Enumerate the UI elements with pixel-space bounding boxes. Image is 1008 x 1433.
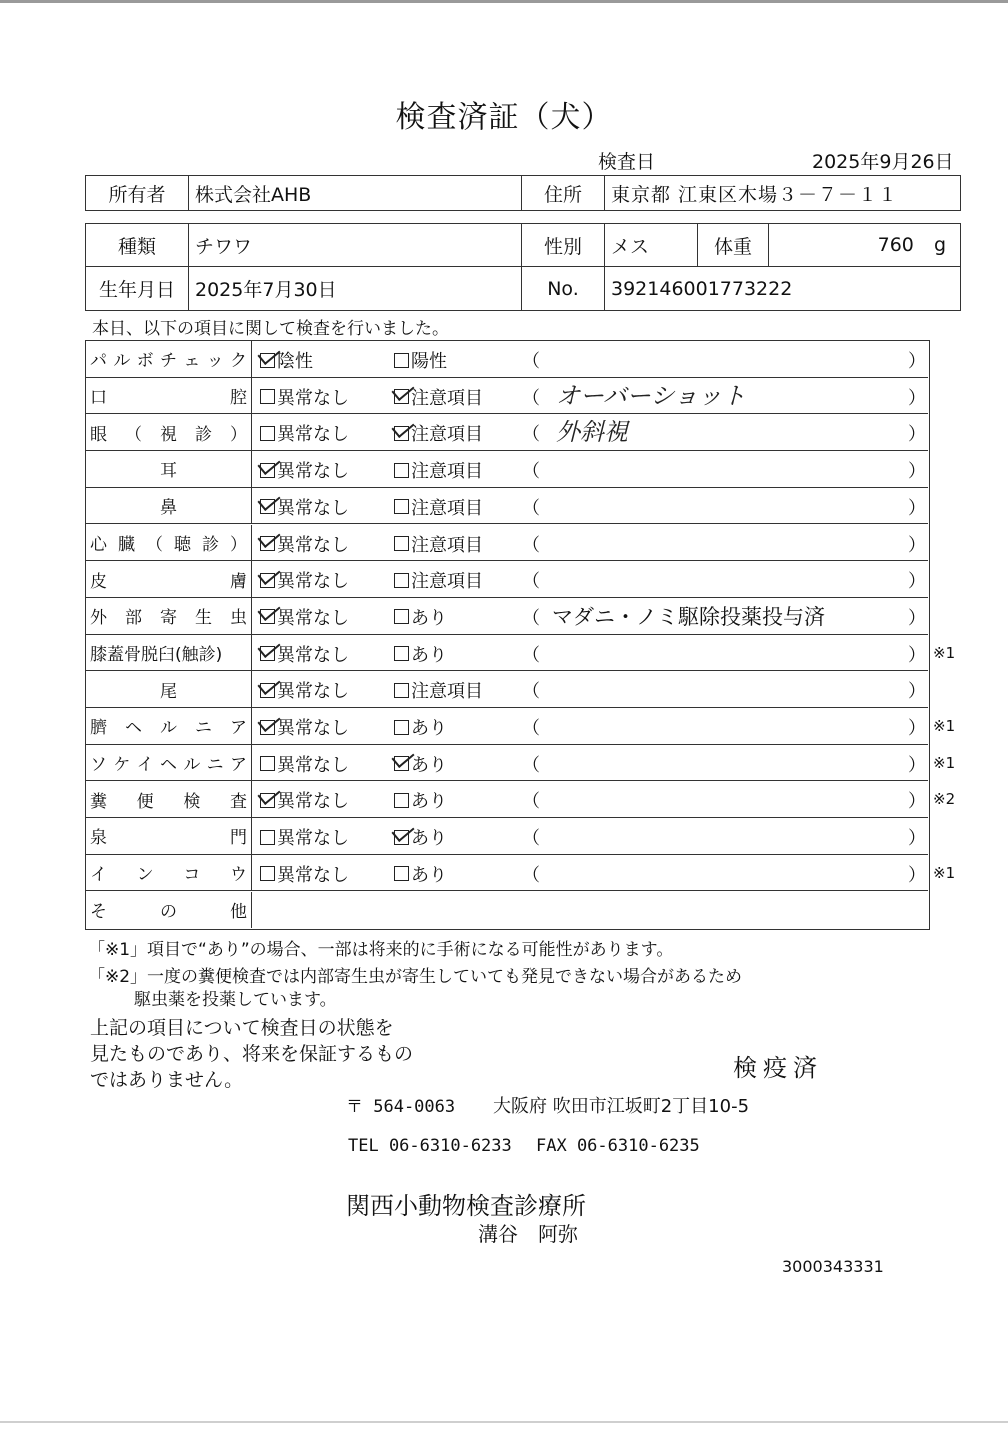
row-item-name-char: 尾 [160,681,177,702]
option-label: 異常なし [277,754,349,776]
row-item-name-char: 検 [183,791,201,812]
checked-box-icon[interactable] [260,646,275,661]
option-label: 異常なし [277,644,349,666]
row-item-name [86,598,252,634]
option-label: 異常なし [277,828,349,850]
checkbox-icon[interactable] [394,720,409,735]
row-item-name-char: ヘ [159,755,177,776]
row-item-name-char: 皮 [90,571,107,592]
checkbox-icon[interactable] [394,609,409,624]
option-1-checkbox[interactable] [260,641,349,667]
checkbox-icon[interactable] [260,389,275,404]
row-item-name-char: の [160,902,177,922]
row-item-name-char: ア [229,755,247,776]
checkbox-icon[interactable] [394,573,409,588]
row-item-name-char: 部 [125,608,142,629]
weight-label: 体重 [697,224,769,266]
remark-paren-open: （ [522,351,540,372]
option-label: 異常なし [277,681,349,703]
option-1-checkbox[interactable] [260,384,349,410]
checkbox-icon[interactable] [260,830,275,845]
row-item-name [86,378,252,414]
animal-table [85,223,961,311]
remark-paren-open: （ [522,424,540,446]
row-item-name [86,892,252,928]
birth-label: 生年月日 [86,267,189,311]
clinic-name: 関西小動物検査診療所 [346,1192,586,1220]
row-note: ※1 [933,753,956,772]
row-item-name-char: ） [230,424,247,445]
option-2-checkbox[interactable] [394,751,447,777]
row-item-name-char: ル [113,351,131,372]
row-item-name-char: 聴 [174,534,191,555]
remark-paren-close: ） [908,791,926,813]
remark-paren-open: （ [522,828,540,850]
remark-text: オーバーショット [556,381,746,410]
remark-paren-open: （ [522,387,540,409]
option-label: 注意項目 [411,534,483,556]
intro-text: 本日、以下の項目に関して検査を行いました。 [92,319,449,339]
row-item-name-char: パ [90,351,107,372]
document-title: 検査済証（犬） [395,100,613,135]
clinic-fax: FAX 06-6310-6235 [536,1136,700,1156]
top-border [0,0,1008,3]
row-item-name-char: （ [125,424,142,445]
checked-box-icon[interactable] [394,426,409,441]
checked-box-icon[interactable] [394,389,409,404]
row-item-name-char: 耳 [160,461,177,482]
remark-paren-close: ） [908,461,926,483]
address-label: 住所 [522,176,605,211]
row-item-name [86,855,252,891]
clinic-tel: TEL 06-6310-6233 [348,1136,512,1156]
row-item-name-char: ル [183,755,201,776]
checkbox-icon[interactable] [394,463,409,478]
option-label: 異常なし [277,387,349,409]
option-label: 異常なし [277,864,349,886]
option-1-checkbox[interactable] [260,604,349,630]
option-1-checkbox[interactable] [260,677,349,703]
checked-box-icon[interactable] [394,756,409,771]
owner-label: 所有者 [86,176,189,211]
row-item-name-char: 寄 [160,608,177,629]
row-item-name-char: 心 [90,534,107,555]
remark-paren-open: （ [522,681,540,703]
row-item-name [86,745,252,781]
row-item-name [86,525,252,561]
table-row [86,892,928,928]
remark-paren-open: （ [522,864,540,886]
table-row [86,488,928,525]
option-2-checkbox[interactable] [394,457,483,483]
row-note: ※2 [933,790,956,809]
option-label: 異常なし [277,461,349,483]
checkbox-icon[interactable] [394,646,409,661]
remark-paren-open: （ [522,718,540,739]
row-item-name [86,781,252,817]
option-label: あり [411,864,447,886]
row-item-name-char: 視 [160,424,177,445]
option-2-checkbox[interactable] [394,384,483,410]
sex-label: 性別 [522,224,605,267]
number-value: 392146001773222 [605,267,961,311]
row-item-name [86,561,252,597]
option-2-checkbox[interactable] [394,604,447,630]
option-1-checkbox[interactable] [260,567,349,593]
checkbox-icon[interactable] [394,536,409,551]
option-label: 異常なし [277,424,349,446]
remark-paren-open: （ [522,607,540,629]
sex-value: メス [611,235,650,258]
remark-text: マダニ・ノミ駆除投薬投与済 [552,604,825,629]
remark-paren-close: ） [908,534,926,556]
option-2-checkbox[interactable] [394,347,447,373]
option-1-checkbox[interactable] [260,824,349,850]
row-item-name-char: 膚 [230,571,247,592]
checkbox-icon[interactable] [260,756,275,771]
row-item-name [86,635,252,671]
checked-box-icon[interactable] [260,573,275,588]
remark-paren-close: ） [908,387,926,409]
row-item-name-char: ア [230,718,247,739]
checked-box-icon[interactable] [260,463,275,478]
weight-cell [769,234,960,256]
checked-box-icon[interactable] [260,499,275,514]
row-item-name-char: チ [159,351,177,372]
row-item-name-char: 外 [90,608,107,629]
row-item-name-char: ク [229,351,247,372]
row-item-name-char: 膝蓋骨脱臼(触診) [90,644,223,665]
option-1-checkbox[interactable] [260,457,349,483]
remark-paren-close: ） [908,828,926,850]
exam-date-label: 検査日 [598,151,656,173]
row-item-name-char: 眼 [90,424,107,445]
table-row [86,598,928,635]
option-1-checkbox[interactable] [260,347,313,373]
footnote-2: 「※2」一度の糞便検査では内部寄生虫が寄生していても発見できない場合があるため [88,967,743,987]
table-row [86,451,928,488]
clinic-address: 大阪府 吹田市江坂町2丁目10-5 [493,1096,750,1117]
row-item-name-char: ウ [229,865,247,886]
option-label: あり [411,644,447,666]
exam-date: 2025年9月26日 [812,151,954,173]
remark-paren-close: ） [908,351,926,372]
postal-code: 〒 564-0063 [346,1097,456,1117]
option-2-checkbox[interactable] [394,494,483,520]
checkbox-icon[interactable] [394,499,409,514]
row-item-name-char: 生 [195,608,212,629]
weight-value: 760 [877,234,914,256]
option-label: 注意項目 [411,424,483,446]
row-item-name-char: 虫 [230,608,247,629]
table-row [86,635,928,672]
option-2-checkbox[interactable] [394,861,447,887]
checkbox-icon[interactable] [260,426,275,441]
row-item-name-char: 口 [90,388,107,409]
table-row [86,708,928,745]
disclaimer-line: 上記の項目について検査日の状態を [90,1017,394,1039]
row-item-name-char: 便 [136,791,154,812]
option-2-checkbox[interactable] [394,824,447,850]
remark-paren-open: （ [522,754,540,776]
remark-paren-close: ） [908,497,926,519]
table-row [86,525,928,562]
option-1-checkbox[interactable] [260,420,349,446]
row-item-name [86,341,252,377]
row-item-name-char: ヘ [125,718,142,739]
option-2-checkbox[interactable] [394,567,483,593]
option-1-checkbox[interactable] [260,494,349,520]
row-item-name-char: そ [90,902,107,922]
bottom-border [0,1421,1008,1423]
row-item-name-char: コ [183,865,201,886]
inspection-checklist [85,340,930,930]
row-item-name-char: 査 [229,791,247,812]
table-row [86,341,928,378]
option-label: 注意項目 [411,571,483,593]
checked-box-icon[interactable] [260,683,275,698]
option-label: 異常なし [277,718,349,739]
option-label: 注意項目 [411,387,483,409]
checked-box-icon[interactable] [260,353,275,368]
remark-paren-open: （ [522,571,540,593]
row-item-name-char: ニ [206,755,224,776]
checked-box-icon[interactable] [260,609,275,624]
option-label: あり [411,754,447,776]
option-label: 異常なし [277,534,349,556]
remark-paren-close: ） [908,607,926,629]
option-1-checkbox[interactable] [260,861,349,887]
row-item-name-char: 臓 [118,534,135,555]
remark-paren-close: ） [908,424,926,446]
option-label: 異常なし [277,607,349,629]
option-label: 注意項目 [411,461,483,483]
row-item-name [86,671,252,707]
option-1-checkbox[interactable] [260,787,349,813]
row-item-name-char: 腔 [230,388,247,409]
option-2-checkbox[interactable] [394,641,447,667]
row-item-name-char: イ [136,755,154,776]
owner-table [85,175,961,211]
option-2-checkbox[interactable] [394,714,447,740]
footnote-2-cont: 駆虫薬を投薬しています。 [134,990,337,1010]
row-item-name-char: ニ [195,718,212,739]
row-item-name-char: 門 [230,828,247,849]
row-item-name-char: 臍 [90,718,107,739]
checkbox-icon[interactable] [394,683,409,698]
option-label: 注意項目 [411,681,483,703]
checkbox-icon[interactable] [394,793,409,808]
disclaimer-line: 見たものであり、将来を保証するもの [90,1043,414,1065]
row-note: ※1 [933,863,956,882]
checkbox-icon[interactable] [394,866,409,881]
row-item-name-char: ソ [90,755,107,776]
table-row [86,781,928,818]
doctor-name: 溝谷 阿弥 [478,1222,578,1246]
row-note: ※1 [933,717,956,735]
row-item-name [86,708,252,744]
option-label: あり [411,607,447,629]
table-row [86,414,928,451]
row-note: ※1 [933,643,956,662]
row-item-name [86,451,252,487]
checked-box-icon[interactable] [260,720,275,735]
footnote-1: 「※1」項目で“あり”の場合、一部は将来的に手術になる可能性があります。 [88,940,674,960]
option-2-checkbox[interactable] [394,787,447,813]
row-item-name-char: 他 [230,902,247,922]
option-2-checkbox[interactable] [394,677,483,703]
row-item-name-char: （ [146,534,163,555]
table-row [86,818,928,855]
remark-paren-open: （ [522,644,540,666]
remark-paren-close: ） [908,644,926,666]
remark-paren-close: ） [908,864,926,886]
row-item-name-char: 糞 [90,791,107,812]
row-item-name-char: イ [90,865,107,886]
breed-label: 種類 [86,224,189,267]
disclaimer [90,1015,413,1093]
option-label: 注意項目 [411,497,483,519]
row-item-name [86,488,252,524]
option-label: あり [411,718,447,739]
remark-paren-close: ） [908,681,926,703]
checkbox-icon[interactable] [394,353,409,368]
option-label: あり [411,791,447,813]
remark-paren-close: ） [908,718,926,739]
option-label: 異常なし [277,571,349,593]
table-row [86,378,928,415]
address-value: 東京都 江東区木場３－７－１１ [605,176,961,211]
breed-value: チワワ [189,224,522,267]
remark-paren-open: （ [522,497,540,519]
table-row [86,855,928,892]
remark-paren-close: ） [908,754,926,776]
row-item-name-char: 診 [195,424,212,445]
remark-text: 外斜視 [556,418,628,447]
option-1-checkbox[interactable] [260,751,349,777]
table-row [86,561,928,598]
option-label: あり [411,828,447,850]
row-item-name-char: ル [160,718,177,739]
birth-value: 2025年7月30日 [189,267,522,311]
option-1-checkbox[interactable] [260,531,349,557]
row-item-name [86,818,252,854]
row-item-name-char: 泉 [90,828,107,849]
row-item-name-char: ） [230,534,247,555]
option-label: 陰性 [277,351,313,372]
weight-unit: g [933,234,946,256]
option-label: 異常なし [277,497,349,519]
row-item-name-char: ケ [113,755,131,776]
row-item-name-char: 鼻 [160,498,177,519]
disclaimer-line: ではありません。 [90,1069,244,1091]
option-2-checkbox[interactable] [394,420,483,446]
option-label: 異常なし [277,791,349,813]
quarantine-stamp: 検疫済 [733,1054,823,1082]
checked-box-icon[interactable] [260,793,275,808]
number-label: No. [522,267,605,311]
checked-box-icon[interactable] [260,536,275,551]
row-item-name [86,414,252,450]
row-item-name-char: 診 [202,534,219,555]
option-2-checkbox[interactable] [394,531,483,557]
owner-value: 株式会社AHB [189,176,522,211]
row-item-name-char: ボ [136,351,154,372]
remark-paren-close: ） [908,571,926,593]
checkbox-icon[interactable] [260,866,275,881]
row-item-name-char: ェ [183,351,201,372]
remark-paren-open: （ [522,791,540,813]
document-id: 3000343331 [782,1257,884,1276]
row-item-name-char: ン [136,865,154,886]
checked-box-icon[interactable] [394,830,409,845]
option-1-checkbox[interactable] [260,714,349,740]
remark-paren-open: （ [522,461,540,483]
option-label: 陽性 [411,351,447,372]
sex-weight-cell [605,224,961,267]
table-row [86,671,928,708]
remark-paren-open: （ [522,534,540,556]
table-row [86,745,928,782]
row-item-name-char: ッ [206,351,224,372]
